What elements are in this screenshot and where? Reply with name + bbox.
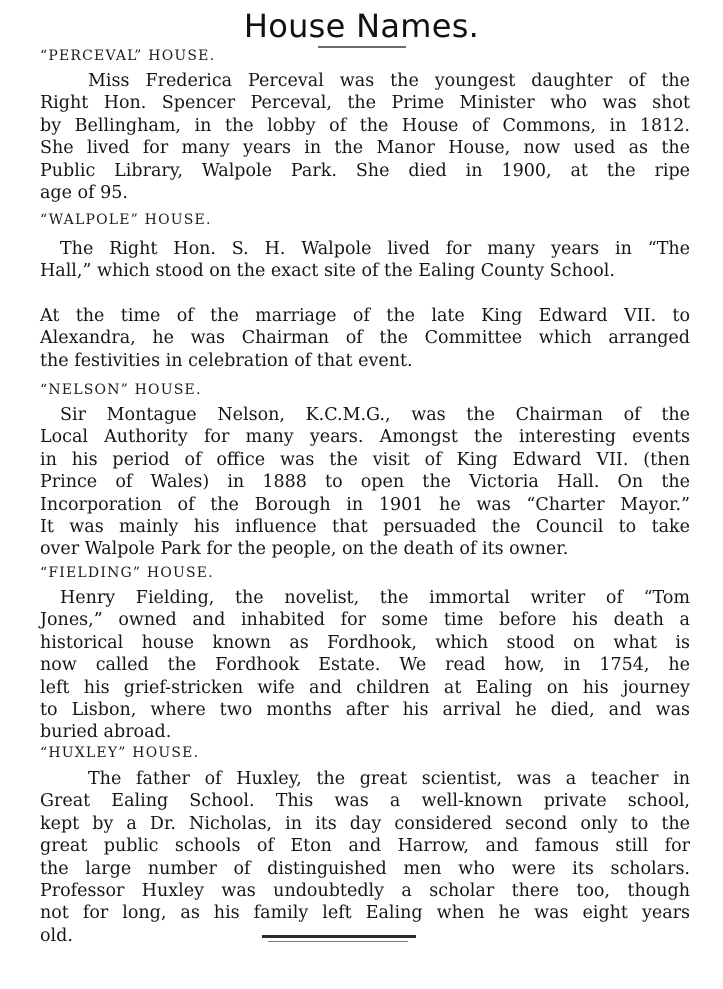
text-line: Henry Fielding, the novelist, the immortal writer of “Tom: [60, 588, 690, 608]
text-line: by Bellingham, in the lobby of the House of Commons, in 1812.: [40, 115, 690, 136]
text-line: the large number of distinguished men who were its scholars.: [40, 858, 690, 879]
text-line: The Right Hon. S. H. Walpole lived for many years in “The: [60, 239, 690, 259]
text-line: Great Ealing School. This was a well-known private school,: [40, 791, 690, 812]
end-rule: [262, 935, 416, 938]
text-line: Prince of Wales) in 1888 to open the Victoria Hall. On the: [40, 472, 690, 493]
paragraph-huxley: [40, 768, 690, 947]
paragraph-nelson: [40, 404, 690, 561]
page-title: House Names.: [243, 7, 480, 45]
text-line: the festivities in celebration of that event.: [40, 350, 413, 371]
text-line: not for long, as his family left Ealing when he was eight years: [40, 903, 690, 924]
text-line: over Walpole Park for the people, on the death of its owner.: [40, 539, 569, 560]
end-rule-thin: [268, 941, 408, 942]
text-line: It was mainly his influence that persuaded the Council to take: [40, 516, 690, 537]
text-line: Incorporation of the Borough in 1901 he was “Charter Mayor.”: [40, 494, 690, 515]
text-line: in his period of office was the visit of King Edward VII. (then: [40, 449, 690, 470]
paragraph-perceval: [40, 70, 690, 204]
text-line: Professor Huxley was undoubtedly a scholar there too, though: [40, 880, 690, 901]
text-line: left his grief-stricken wife and children at Ealing on his journey: [40, 677, 690, 698]
text-line: buried abroad.: [40, 722, 172, 743]
text-line: At the time of the marriage of the late King Edward VII. to: [40, 306, 690, 326]
paragraph-fielding: [40, 587, 690, 744]
text-line: great public schools of Eton and Harrow, and famous still for: [40, 836, 690, 857]
text-line: old.: [40, 925, 73, 946]
text-line: to Lisbon, where two months after his arrival he died, and was: [40, 699, 690, 720]
text-line: Local Authority for many years. Amongst the interesting events: [40, 427, 690, 448]
text-line: Sir Montague Nelson, K.C.M.G., was the Chairman of the: [60, 405, 690, 425]
section-heading-huxley: “HUXLEY” HOUSE.: [40, 745, 200, 761]
text-line: Public Library, Walpole Park. She died in 1900, at the ripe: [40, 160, 690, 181]
paragraph-walpole-2: [40, 305, 690, 372]
text-line: Jones,” owned and inhabited for some time before his death a: [40, 610, 690, 631]
text-line: Right Hon. Spencer Perceval, the Prime Minister who was shot: [40, 93, 690, 114]
title-underline: [318, 46, 406, 48]
text-line: The father of Huxley, the great scientist, was a teacher in: [88, 769, 690, 789]
text-line: Alexandra, he was Chairman of the Committee which arranged: [40, 328, 690, 349]
text-line: kept by a Dr. Nicholas, in its day considered second only to the: [40, 813, 690, 834]
section-heading-nelson: “NELSON” HOUSE.: [40, 382, 202, 398]
paragraph-walpole-1: [40, 238, 690, 283]
text-line: She lived for many years in the Manor House, now used as the: [40, 138, 690, 159]
text-line: age of 95.: [40, 182, 128, 203]
text-line: Hall,” which stood on the exact site of the Ealing County School.: [40, 261, 615, 282]
text-line: Miss Frederica Perceval was the youngest daughter of the: [88, 71, 690, 91]
section-heading-perceval: “PERCEVAL” HOUSE.: [40, 48, 216, 64]
text-line: historical house known as Fordhook, which stood on what is: [40, 632, 690, 653]
section-heading-walpole: “WALPOLE” HOUSE.: [40, 212, 212, 228]
section-heading-fielding: “FIELDING” HOUSE.: [40, 565, 214, 581]
text-line: now called the Fordhook Estate. We read how, in 1754, he: [40, 655, 690, 676]
